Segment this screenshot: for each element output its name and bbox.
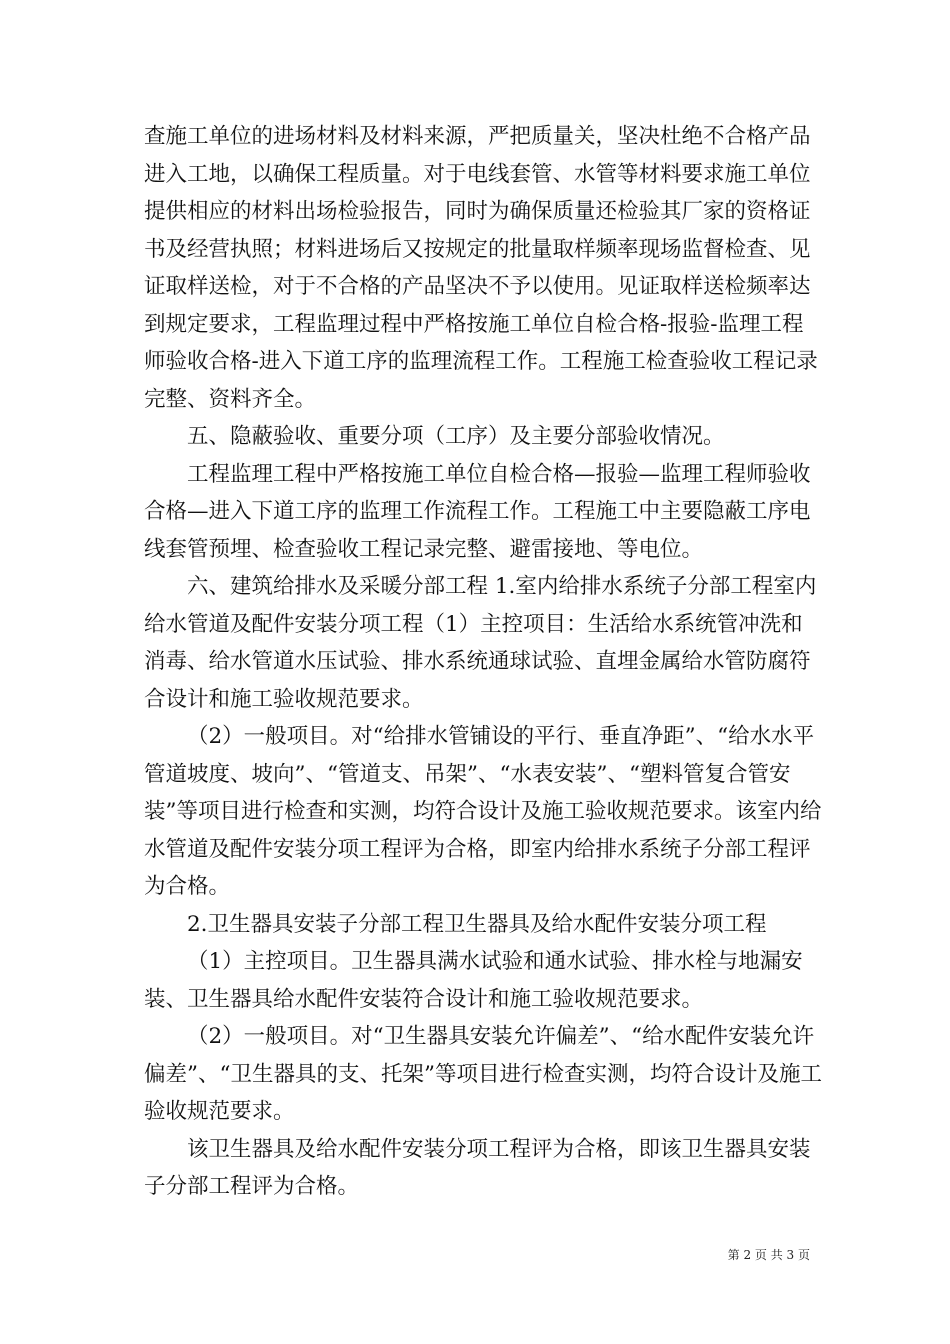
page-number: 第 2 页 共 3 页: [727, 1248, 810, 1262]
paragraph-materials-inspection: 查施工单位的进场材料及材料来源，严把质量关，坚决杜绝不合格产品进入工地，以确保工程质量。对于电线套管、水管等材料要求施工单位提供相应的材料出场检验报告，同时为确保质量还检验其厂家的资格证书及经营执照；材料进场后又按规定的批量取样频率现场监督检查、见证取样送检，对于不合格的产品坚决不予以使用。见证取样送检频率达到规定要求，工程监理过程中严格按施工单位自检合格-报验-监理工程师验收合格-进入下道工序的监理流程工作。工程施工检查验收工程记录完整、资料齐全。: [144, 124, 818, 412]
paragraph-general-items-fixtures: （2）一般项目。对“卫生器具安装允许偏差”、“给水配件安装允许偏差”、“卫生器具的支、托架”等项目进行检查实测，均符合设计及施工验收规范要求。: [144, 1024, 822, 1124]
section-heading-plumbing-heating: 六、建筑给排水及采暖分部工程 1.室内给排水系统子分部工程室内给水管道及配件安装分项工程（1）主控项目：生活给水系统管冲洗和消毒、给水管道水压试验、排水系统通球试验、直埋金属给水管防腐符合设计和施工验收规范要求。: [144, 574, 817, 712]
paragraph-fixtures-conclusion: 该卫生器具及给水配件安装分项工程评为合格，即该卫生器具安装子分部工程评为合格。: [144, 1136, 811, 1199]
section-heading-hidden-acceptance: 五、隐蔽验收、重要分项（工序）及主要分部验收情况。: [187, 424, 725, 449]
subheading-sanitary-fixtures: 2.卫生器具安装子分部工程卫生器具及给水配件安装分项工程: [187, 911, 767, 937]
paragraph-supervision-workflow: 工程监理工程中严格按施工单位自检合格—报验—监理工程师验收合格—进入下道工序的监理工作流程工作。工程施工中主要隐蔽工序电线套管预埋、检查验收工程记录完整、避雷接地、等电位。: [144, 461, 811, 562]
paragraph-general-items-water-pipes: （2）一般项目。对“给排水管铺设的平行、垂直净距”、“给水水平管道坡度、坡向”、“管道支、吊架”、“水表安装”、“塑料管复合管安装”等项目进行检查和实测，均符合设计及施工验收规范要求。该室内给水管道及配件安装分项工程评为合格，即室内给排水系统子分部工程评为合格。: [144, 724, 822, 899]
paragraph-main-control-items: （1）主控项目。卫生器具满水试验和通水试验、排水栓与地漏安装、卫生器具给水配件安装符合设计和施工验收规范要求。: [144, 949, 803, 1012]
document-body: [144, 118, 824, 1206]
